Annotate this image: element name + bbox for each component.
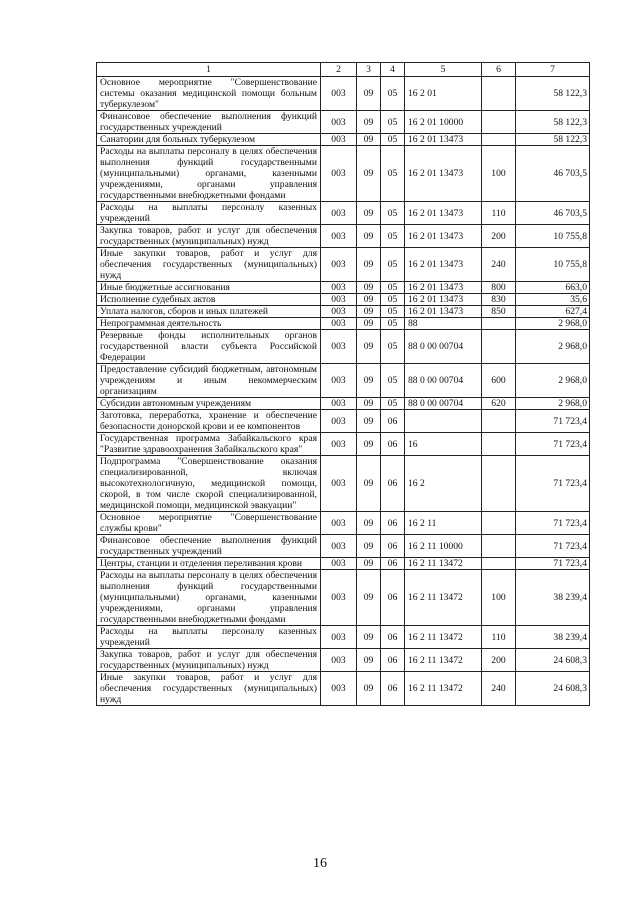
admin-code-cell: 003 (321, 111, 357, 134)
admin-code-cell: 003 (321, 318, 357, 330)
table-row (97, 248, 590, 282)
row-name-cell: Основное мероприятие "Совершенствование системы оказания медицинской помощи больным туберкулезом" (97, 77, 321, 111)
admin-code-cell: 003 (321, 294, 357, 306)
row-name-cell: Иные закупки товаров, работ и услуг для обеспечения государственных (муниципальных) нужд (97, 248, 321, 282)
amount-cell: 71 723,4 (516, 535, 590, 558)
amount-cell: 38 239,4 (516, 570, 590, 626)
table-body (97, 63, 590, 706)
amount-cell: 24 608,3 (516, 649, 590, 672)
table-header-row (97, 63, 590, 77)
expense-type-cell: 800 (482, 282, 516, 294)
section-cell: 09 (357, 248, 381, 282)
amount-cell: 627,4 (516, 306, 590, 318)
target-article-cell: 16 2 11 13472 (405, 558, 482, 570)
header-cell: 3 (357, 63, 381, 77)
section-cell: 09 (357, 364, 381, 398)
amount-cell: 71 723,4 (516, 433, 590, 456)
section-cell: 09 (357, 433, 381, 456)
expense-type-cell (482, 535, 516, 558)
subsection-cell: 06 (381, 649, 405, 672)
expense-type-cell: 110 (482, 202, 516, 225)
target-article-cell: 16 2 01 (405, 77, 482, 111)
row-name-cell: Расходы на выплаты персоналу в целях обеспечения выполнения функций государственными (муниципальными) органами, казенными учреждениями, органами управления государственными внебюджетными фондами (97, 570, 321, 626)
table-row (97, 512, 590, 535)
subsection-cell: 05 (381, 398, 405, 410)
target-article-cell: 16 2 (405, 456, 482, 512)
target-article-cell: 16 2 11 13472 (405, 649, 482, 672)
table-row (97, 558, 590, 570)
amount-cell: 2 968,0 (516, 398, 590, 410)
table-row (97, 146, 590, 202)
expense-type-cell: 240 (482, 672, 516, 706)
table-row (97, 330, 590, 364)
subsection-cell: 06 (381, 626, 405, 649)
amount-cell: 71 723,4 (516, 410, 590, 433)
table-row (97, 410, 590, 433)
admin-code-cell: 003 (321, 306, 357, 318)
header-cell: 4 (381, 63, 405, 77)
admin-code-cell: 003 (321, 649, 357, 672)
expense-type-cell: 620 (482, 398, 516, 410)
target-article-cell: 88 (405, 318, 482, 330)
target-article-cell: 16 2 01 10000 (405, 111, 482, 134)
row-name-cell: Заготовка, переработка, хранение и обеспечение безопасности донорской крови и ее компонентов (97, 410, 321, 433)
subsection-cell: 05 (381, 111, 405, 134)
table-row (97, 202, 590, 225)
target-article-cell: 16 2 01 13473 (405, 294, 482, 306)
section-cell: 09 (357, 111, 381, 134)
admin-code-cell: 003 (321, 146, 357, 202)
amount-cell: 46 703,5 (516, 202, 590, 225)
subsection-cell: 06 (381, 570, 405, 626)
table-row (97, 364, 590, 398)
subsection-cell: 05 (381, 77, 405, 111)
table-row (97, 456, 590, 512)
target-article-cell: 16 2 01 13473 (405, 134, 482, 146)
row-name-cell: Расходы на выплаты персоналу казенных учреждений (97, 202, 321, 225)
header-cell: 7 (516, 63, 590, 77)
row-name-cell: Иные бюджетные ассигнования (97, 282, 321, 294)
section-cell: 09 (357, 318, 381, 330)
amount-cell: 71 723,4 (516, 558, 590, 570)
amount-cell: 10 755,8 (516, 248, 590, 282)
admin-code-cell: 003 (321, 282, 357, 294)
section-cell: 09 (357, 146, 381, 202)
subsection-cell: 05 (381, 202, 405, 225)
section-cell: 09 (357, 202, 381, 225)
section-cell: 09 (357, 535, 381, 558)
subsection-cell: 05 (381, 134, 405, 146)
row-name-cell: Исполнение судебных актов (97, 294, 321, 306)
table-row (97, 672, 590, 706)
section-cell: 09 (357, 558, 381, 570)
row-name-cell: Закупка товаров, работ и услуг для обеспечения государственных (муниципальных) нужд (97, 649, 321, 672)
table-row (97, 225, 590, 248)
row-name-cell: Уплата налогов, сборов и иных платежей (97, 306, 321, 318)
section-cell: 09 (357, 456, 381, 512)
page-number: 16 (313, 856, 327, 871)
row-name-cell: Финансовое обеспечение выполнения функций государственных учреждений (97, 535, 321, 558)
row-name-cell: Расходы на выплаты персоналу казенных учреждений (97, 626, 321, 649)
expense-type-cell (482, 512, 516, 535)
expense-type-cell: 240 (482, 248, 516, 282)
target-article-cell: 16 2 01 13473 (405, 225, 482, 248)
admin-code-cell: 003 (321, 456, 357, 512)
target-article-cell: 88 0 00 00704 (405, 330, 482, 364)
admin-code-cell: 003 (321, 558, 357, 570)
admin-code-cell: 003 (321, 330, 357, 364)
table-row (97, 318, 590, 330)
subsection-cell: 05 (381, 330, 405, 364)
row-name-cell: Иные закупки товаров, работ и услуг для обеспечения государственных (муниципальных) нужд (97, 672, 321, 706)
row-name-cell: Государственная программа Забайкальского края "Развитие здравоохранения Забайкальского края" (97, 433, 321, 456)
target-article-cell: 16 2 01 13473 (405, 306, 482, 318)
subsection-cell: 06 (381, 433, 405, 456)
amount-cell: 24 608,3 (516, 672, 590, 706)
table-row (97, 649, 590, 672)
expense-type-cell (482, 77, 516, 111)
table-row (97, 282, 590, 294)
target-article-cell: 16 2 01 13473 (405, 146, 482, 202)
subsection-cell: 05 (381, 364, 405, 398)
row-name-cell: Закупка товаров, работ и услуг для обеспечения государственных (муниципальных) нужд (97, 225, 321, 248)
amount-cell: 71 723,4 (516, 512, 590, 535)
admin-code-cell: 003 (321, 410, 357, 433)
table-row (97, 306, 590, 318)
table-row (97, 433, 590, 456)
target-article-cell: 16 2 11 13472 (405, 672, 482, 706)
header-cell: 6 (482, 63, 516, 77)
amount-cell: 663,0 (516, 282, 590, 294)
expense-type-cell: 100 (482, 146, 516, 202)
subsection-cell: 06 (381, 558, 405, 570)
admin-code-cell: 003 (321, 248, 357, 282)
section-cell: 09 (357, 225, 381, 248)
subsection-cell: 05 (381, 306, 405, 318)
expense-type-cell (482, 456, 516, 512)
subsection-cell: 05 (381, 318, 405, 330)
section-cell: 09 (357, 672, 381, 706)
row-name-cell: Непрограммная деятельность (97, 318, 321, 330)
table-row (97, 535, 590, 558)
expense-type-cell: 830 (482, 294, 516, 306)
section-cell: 09 (357, 294, 381, 306)
target-article-cell: 16 2 11 13472 (405, 626, 482, 649)
admin-code-cell: 003 (321, 134, 357, 146)
admin-code-cell: 003 (321, 433, 357, 456)
budget-table (96, 62, 590, 706)
row-name-cell: Финансовое обеспечение выполнения функций государственных учреждений (97, 111, 321, 134)
table-row (97, 398, 590, 410)
amount-cell: 35,6 (516, 294, 590, 306)
amount-cell: 10 755,8 (516, 225, 590, 248)
admin-code-cell: 003 (321, 202, 357, 225)
amount-cell: 58 122,3 (516, 77, 590, 111)
admin-code-cell: 003 (321, 398, 357, 410)
expense-type-cell (482, 558, 516, 570)
table-row (97, 111, 590, 134)
section-cell: 09 (357, 649, 381, 672)
expense-type-cell: 110 (482, 626, 516, 649)
target-article-cell: 16 2 11 13472 (405, 570, 482, 626)
target-article-cell: 88 0 00 00704 (405, 364, 482, 398)
section-cell: 09 (357, 306, 381, 318)
expense-type-cell (482, 318, 516, 330)
table-row (97, 77, 590, 111)
target-article-cell: 88 0 00 00704 (405, 398, 482, 410)
amount-cell: 2 968,0 (516, 364, 590, 398)
amount-cell: 46 703,5 (516, 146, 590, 202)
section-cell: 09 (357, 410, 381, 433)
table-row (97, 570, 590, 626)
amount-cell: 58 122,3 (516, 134, 590, 146)
row-name-cell: Расходы на выплаты персоналу в целях обеспечения выполнения функций государственными (муниципальными) органами, казенными учреждениями, органами управления государственными внебюджетными фондами (97, 146, 321, 202)
table-row (97, 134, 590, 146)
amount-cell: 58 122,3 (516, 111, 590, 134)
section-cell: 09 (357, 330, 381, 364)
subsection-cell: 05 (381, 146, 405, 202)
header-cell: 2 (321, 63, 357, 77)
row-name-cell: Резервные фонды исполнительных органов государственной власти субъекта Российской Федерации (97, 330, 321, 364)
subsection-cell: 06 (381, 410, 405, 433)
target-article-cell: 16 2 11 10000 (405, 535, 482, 558)
amount-cell: 71 723,4 (516, 456, 590, 512)
subsection-cell: 05 (381, 294, 405, 306)
section-cell: 09 (357, 134, 381, 146)
expense-type-cell (482, 330, 516, 364)
row-name-cell: Центры, станции и отделения переливания крови (97, 558, 321, 570)
admin-code-cell: 003 (321, 77, 357, 111)
amount-cell: 38 239,4 (516, 626, 590, 649)
section-cell: 09 (357, 512, 381, 535)
expense-type-cell: 200 (482, 225, 516, 248)
header-cell: 5 (405, 63, 482, 77)
expense-type-cell: 100 (482, 570, 516, 626)
admin-code-cell: 003 (321, 672, 357, 706)
section-cell: 09 (357, 626, 381, 649)
row-name-cell: Санатории для больных туберкулезом (97, 134, 321, 146)
expense-type-cell: 600 (482, 364, 516, 398)
subsection-cell: 06 (381, 456, 405, 512)
row-name-cell: Предоставление субсидий бюджетным, автономным учреждениям и иным некоммерческим организациям (97, 364, 321, 398)
admin-code-cell: 003 (321, 225, 357, 248)
subsection-cell: 05 (381, 225, 405, 248)
expense-type-cell: 850 (482, 306, 516, 318)
row-name-cell: Субсидии автономным учреждениям (97, 398, 321, 410)
admin-code-cell: 003 (321, 364, 357, 398)
subsection-cell: 05 (381, 248, 405, 282)
subsection-cell: 05 (381, 282, 405, 294)
expense-type-cell (482, 410, 516, 433)
expense-type-cell (482, 134, 516, 146)
subsection-cell: 06 (381, 512, 405, 535)
subsection-cell: 06 (381, 672, 405, 706)
admin-code-cell: 003 (321, 535, 357, 558)
row-name-cell: Подпрограмма "Совершенствование оказания специализированной, включая высокотехнологичную, медицинской помощи, скорой, в том числе скорой специализированной, медицинской помощи, медицинской эвакуации" (97, 456, 321, 512)
section-cell: 09 (357, 282, 381, 294)
section-cell: 09 (357, 77, 381, 111)
expense-type-cell: 200 (482, 649, 516, 672)
row-name-cell: Основное мероприятие "Совершенствование службы крови" (97, 512, 321, 535)
admin-code-cell: 003 (321, 512, 357, 535)
table-row (97, 626, 590, 649)
admin-code-cell: 003 (321, 626, 357, 649)
target-article-cell: 16 2 01 13473 (405, 202, 482, 225)
target-article-cell (405, 410, 482, 433)
target-article-cell: 16 2 01 13473 (405, 248, 482, 282)
target-article-cell: 16 (405, 433, 482, 456)
section-cell: 09 (357, 398, 381, 410)
amount-cell: 2 968,0 (516, 318, 590, 330)
subsection-cell: 06 (381, 535, 405, 558)
header-cell: 1 (97, 63, 321, 77)
target-article-cell: 16 2 01 13473 (405, 282, 482, 294)
section-cell: 09 (357, 570, 381, 626)
target-article-cell: 16 2 11 (405, 512, 482, 535)
expense-type-cell (482, 111, 516, 134)
admin-code-cell: 003 (321, 570, 357, 626)
table-row (97, 294, 590, 306)
amount-cell: 2 968,0 (516, 330, 590, 364)
expense-type-cell (482, 433, 516, 456)
